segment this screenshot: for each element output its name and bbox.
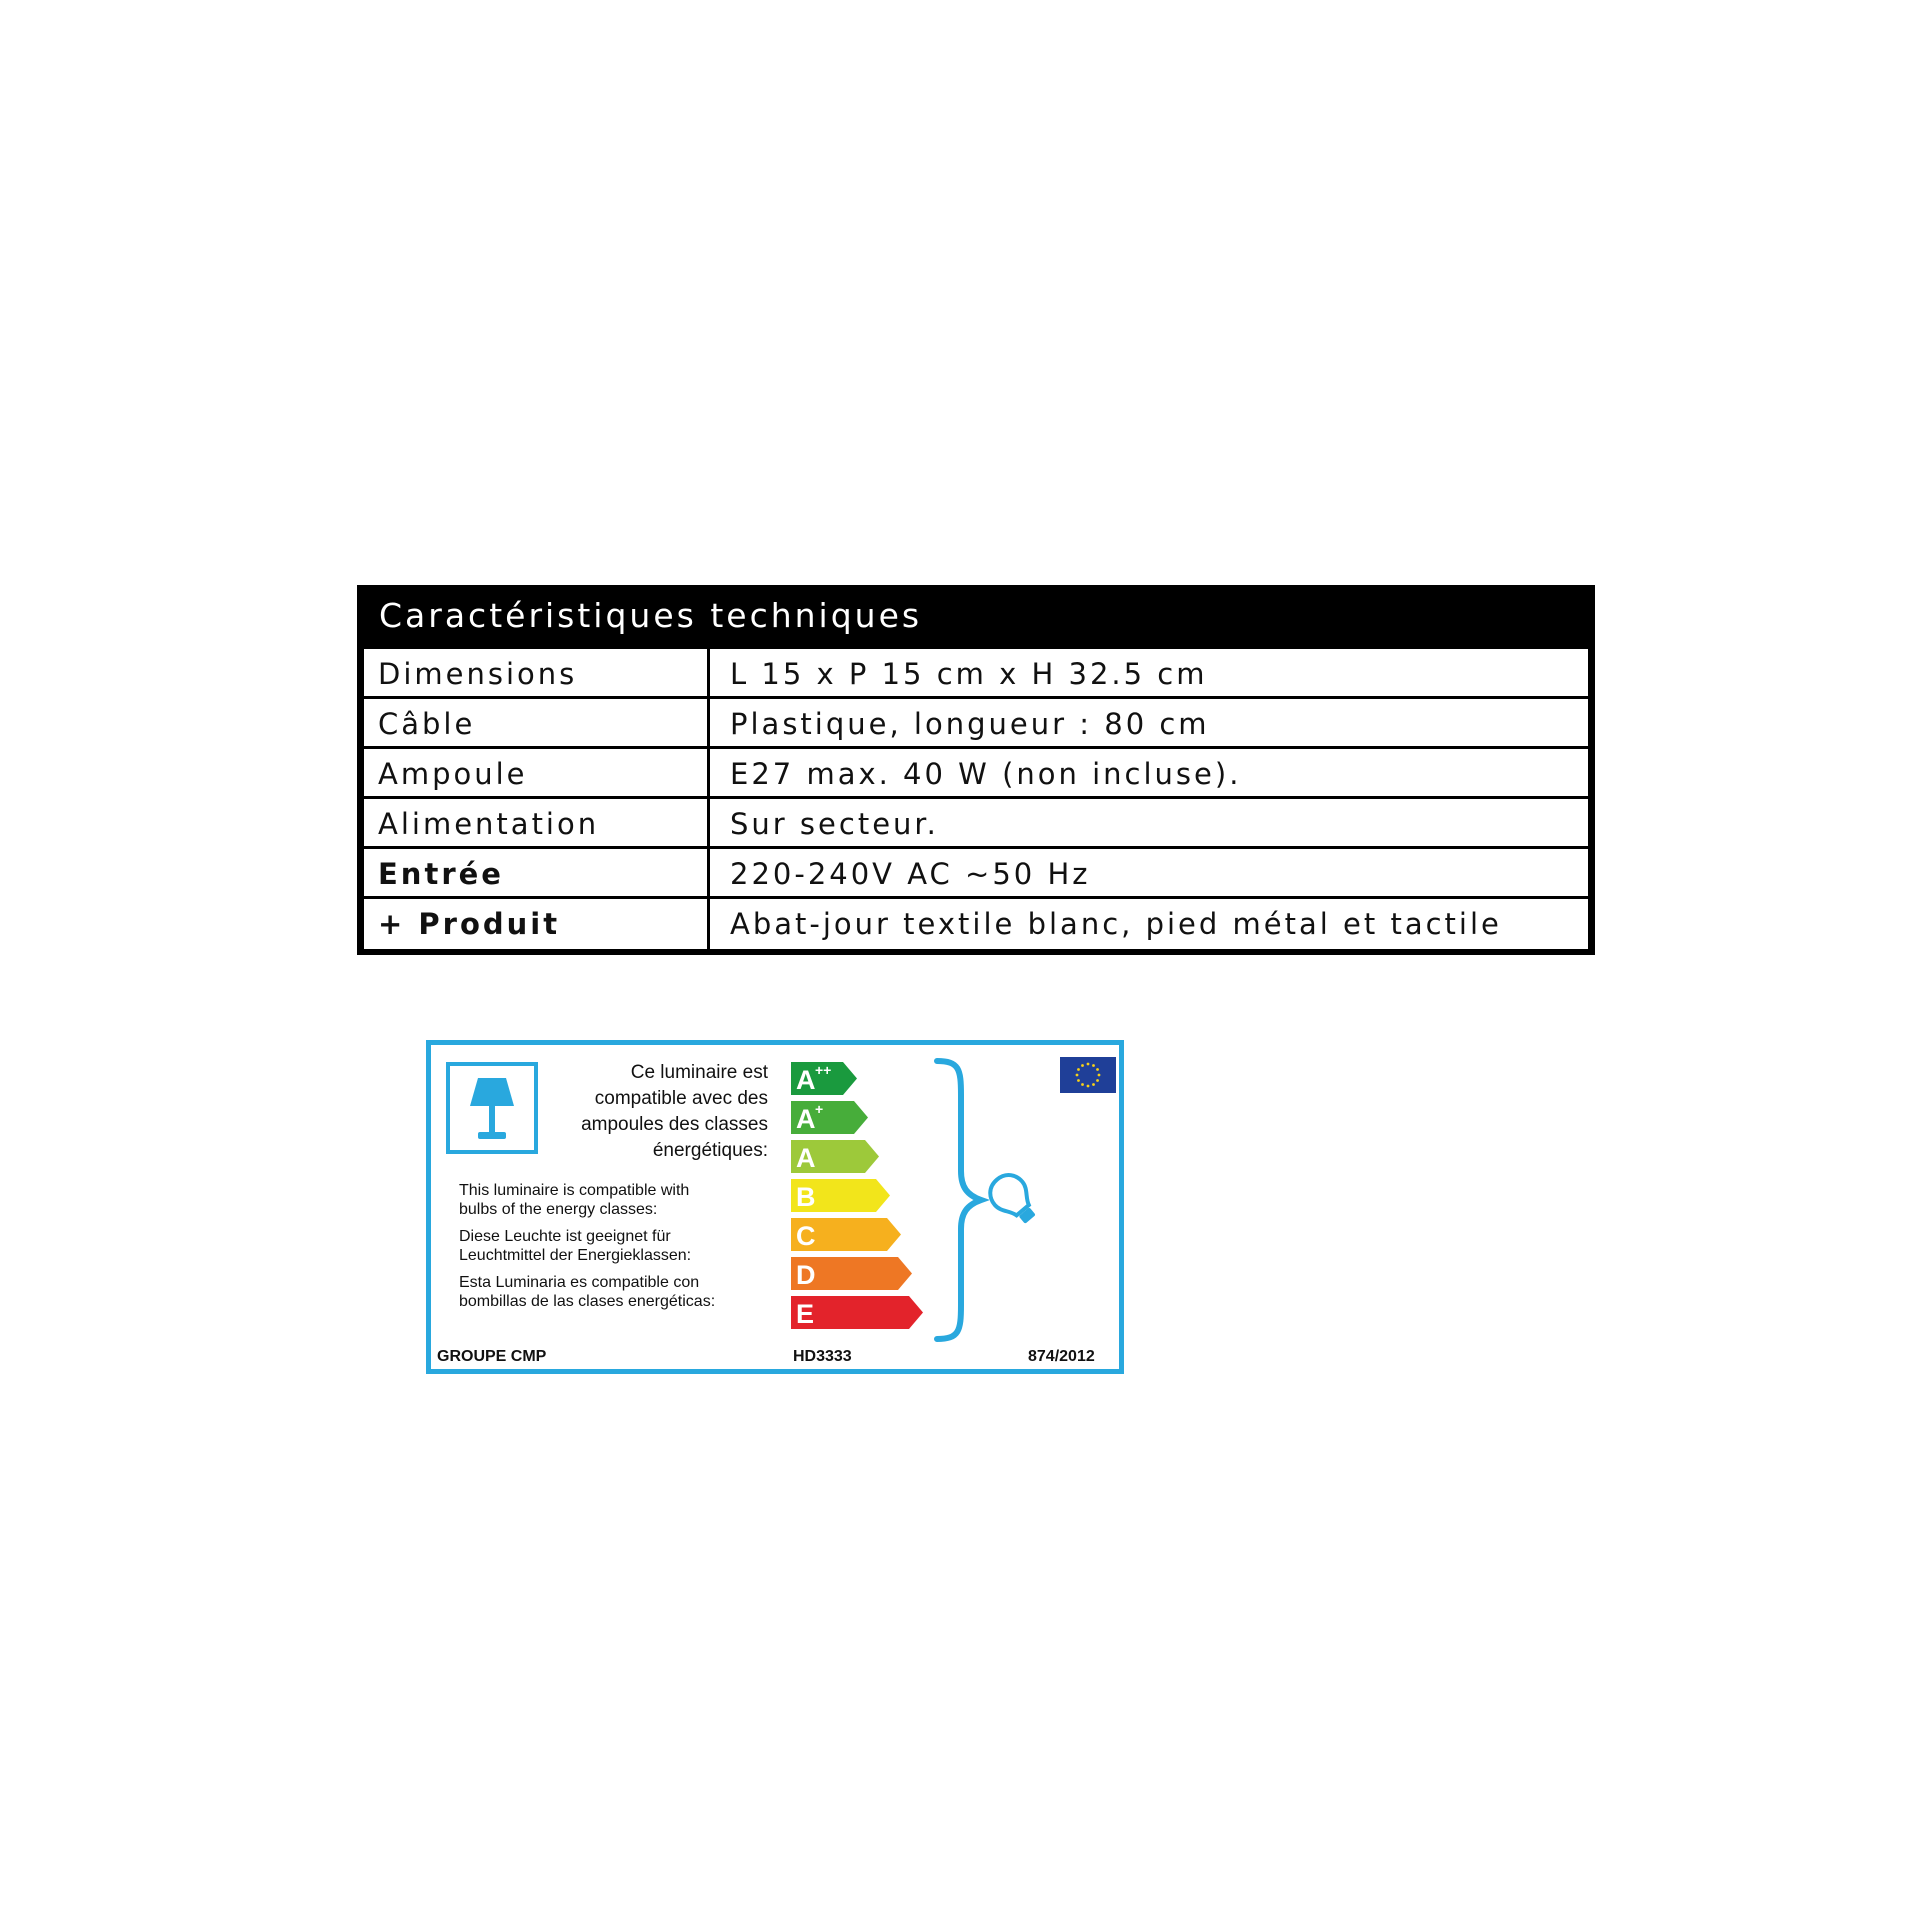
spec-label: Alimentation: [378, 807, 600, 841]
energy-label: [426, 1040, 1124, 1374]
svg-text:++: ++: [815, 1062, 832, 1078]
svg-text:D: D: [796, 1260, 816, 1290]
energy-class-3: [791, 1179, 890, 1212]
spec-value: Sur secteur.: [730, 807, 939, 841]
spec-value: 220-240V AC ~50 Hz: [730, 857, 1091, 891]
svg-text:C: C: [796, 1221, 816, 1251]
regulation-number: 874/2012: [1028, 1348, 1095, 1365]
spec-label: Entrée: [378, 857, 504, 891]
spec-value: Plastique, longueur : 80 cm: [730, 707, 1210, 741]
energy-class-6: [791, 1296, 923, 1329]
spec-table-title: Caractéristiques techniques: [379, 596, 923, 635]
spec-value: Abat-jour textile blanc, pied métal et tactile: [730, 907, 1502, 941]
lamp-icon: [446, 1062, 538, 1154]
spec-row-input: [364, 849, 1588, 899]
spec-label: Ampoule: [378, 757, 528, 791]
spec-value: E27 max. 40 W (non incluse).: [730, 757, 1242, 791]
manufacturer-name: GROUPE CMP: [437, 1348, 547, 1365]
svg-text:A: A: [796, 1104, 816, 1134]
energy-class-4: [791, 1218, 901, 1251]
english-compatibility-text: This luminaire is compatible with bulbs of the energy classes:: [459, 1182, 690, 1218]
spec-table: [357, 585, 1595, 955]
spec-row-power: [364, 799, 1588, 849]
bulb-icon: [979, 1165, 1051, 1237]
spec-row-product: [364, 899, 1588, 946]
spec-label: + Produit: [378, 907, 561, 941]
spec-row-cable: [364, 699, 1588, 749]
eu-flag-icon: [1060, 1057, 1116, 1093]
spec-row-bulb: [364, 749, 1588, 799]
svg-text:A: A: [796, 1065, 816, 1095]
spanish-compatibility-text: Esta Luminaria es compatible con bombillas de las clases energéticas:: [459, 1274, 716, 1310]
svg-text:A: A: [796, 1143, 816, 1173]
energy-class-1: [791, 1101, 868, 1134]
german-compatibility-text: Diese Leuchte ist geeignet für Leuchtmittel der Energieklassen:: [459, 1228, 692, 1264]
french-compatibility-text: Ce luminaire est compatible avec des ampoules des classes énergétiques:: [581, 1062, 768, 1161]
spec-row-dimensions: [364, 649, 1588, 699]
spec-table-body: [364, 649, 1588, 949]
spec-label: Dimensions: [378, 657, 578, 691]
energy-class-2: [791, 1140, 879, 1173]
energy-class-0: [791, 1062, 857, 1095]
spec-label: Câble: [378, 707, 476, 741]
spec-value: L 15 x P 15 cm x H 32.5 cm: [730, 657, 1208, 691]
energy-class-5: [791, 1257, 912, 1290]
energy-class-scale: [791, 1062, 951, 1362]
model-number: HD3333: [793, 1348, 852, 1365]
svg-text:B: B: [796, 1182, 816, 1212]
svg-text:+: +: [815, 1101, 824, 1117]
svg-text:E: E: [796, 1299, 815, 1329]
